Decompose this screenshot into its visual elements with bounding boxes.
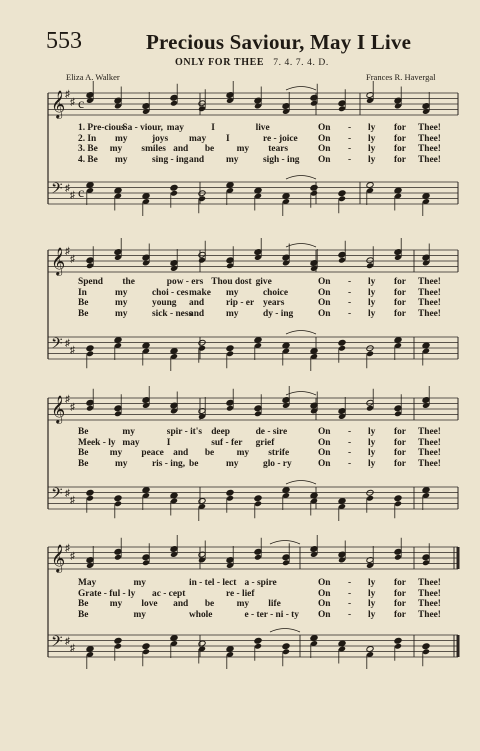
bass-clef: 𝄢 [51, 335, 63, 356]
lyric-syllable: On [318, 287, 331, 298]
lyric-syllable: my [133, 609, 146, 620]
lyric-syllable: On [318, 448, 331, 458]
lyric-syllable: and [189, 308, 205, 319]
lyric-syllable: ly [368, 144, 376, 154]
lyric-syllable: for [394, 458, 406, 469]
lyric-syllable: my [236, 599, 250, 609]
lyric-syllable: Spend [78, 277, 104, 287]
lyric-syllable: sick - ness [152, 308, 193, 319]
lyric-syllable: young [152, 298, 177, 308]
sharp-icon: ♯ [65, 89, 70, 100]
lyric-syllable: make [189, 287, 211, 298]
lyric-syllable: 4. Be [78, 154, 98, 165]
lyric-syllable: - [348, 277, 352, 287]
lyric-syllable: and [189, 154, 205, 165]
lyric-syllable: 1. Pre-cious [78, 123, 125, 133]
lyric-syllable: ac - cept [152, 588, 186, 599]
lyric-syllable: peace [141, 448, 164, 458]
lyric-syllable: - [348, 588, 352, 599]
lyric-syllable: choi - ces [152, 287, 189, 298]
lyric-syllable: - [348, 308, 352, 319]
sharp-icon: ♯ [65, 183, 70, 194]
lyric-syllable: Thee! [418, 133, 441, 144]
lyric-syllable: may [189, 133, 207, 144]
lyric-syllable: ly [368, 458, 376, 469]
lyric-syllable: - [348, 427, 352, 437]
lyric-syllable: smiles [141, 144, 166, 154]
lyric-syllable: ly [368, 308, 376, 319]
note-head [254, 637, 262, 644]
note-head [114, 495, 122, 502]
lyric-syllable: may [166, 123, 184, 133]
lyric-syllable: Be [78, 458, 89, 469]
note-head [338, 339, 346, 346]
lyric-syllable: spir - it's [166, 427, 203, 437]
lyric-syllable: On [318, 588, 331, 599]
lyric-syllable: e - ter - ni - ty [244, 609, 299, 620]
lyric-syllable: tears [268, 144, 289, 154]
treble-clef: 𝄞 [51, 544, 66, 572]
lyric-syllable: Thou dost [211, 277, 252, 287]
lyric-syllable: my [236, 144, 250, 154]
lyric-syllable: On [318, 609, 331, 620]
lyric-syllable: my [115, 133, 128, 144]
sharp-icon: ♯ [70, 97, 75, 108]
lyric-syllable: Thee! [418, 287, 441, 298]
lyric-syllable: for [394, 308, 406, 319]
lyric-syllable: grief [255, 437, 275, 448]
lyric-syllable: ly [368, 448, 376, 458]
lyric-syllable: for [394, 298, 406, 308]
lyric-syllable: On [318, 277, 331, 287]
lyric-syllable: Be [78, 599, 89, 609]
lyric-syllable: Thee! [418, 154, 441, 165]
note-head [394, 495, 402, 502]
lyric-syllable: 3. Be [78, 144, 98, 154]
tie [286, 481, 316, 485]
lyric-syllable: de - sire [255, 427, 288, 437]
lyric-syllable: life [268, 599, 281, 609]
tune-name: ONLY FOR THEE [175, 57, 265, 68]
lyric-syllable: ly [368, 287, 376, 298]
sharp-icon: ♯ [65, 543, 70, 554]
lyric-syllable: the [122, 277, 135, 287]
lyric-syllable: I [226, 133, 230, 144]
lyric-syllable: On [318, 154, 331, 165]
lyric-syllable: ly [368, 609, 376, 620]
lyric-syllable: my [115, 308, 128, 319]
lyric-syllable: be [204, 144, 215, 154]
note-head [394, 637, 402, 644]
lyric-syllable: ly [368, 588, 376, 599]
lyric-syllable: sigh - ing [263, 154, 300, 165]
tie [286, 87, 316, 91]
lyric-syllable: whole [189, 609, 213, 620]
lyric-syllable: 2. In [78, 133, 97, 144]
bass-clef: 𝄢 [51, 633, 63, 654]
lyric-syllable: give [255, 277, 272, 287]
lyric-syllable: ly [368, 277, 376, 287]
lyric-syllable: deep [211, 427, 230, 437]
lyric-syllable: years [263, 298, 285, 308]
sharp-icon: ♯ [65, 246, 70, 257]
lyric-syllable: - [348, 578, 352, 588]
lyric-syllable: I [166, 437, 171, 448]
lyric-syllable: for [394, 154, 406, 165]
lyric-syllable: choice [263, 287, 288, 298]
lyric-syllable: ly [368, 123, 376, 133]
lyric-syllable: my [226, 308, 239, 319]
lyric-syllable: and [173, 599, 189, 609]
lyric-syllable: Thee! [418, 609, 441, 620]
lyric-syllable: On [318, 599, 331, 609]
lyric-syllable: Thee! [418, 277, 441, 287]
lyric-syllable: Grate - ful - ly [78, 588, 136, 599]
lyric-syllable: a - spire [244, 578, 277, 588]
lyric-syllable: for [394, 599, 406, 609]
lyric-syllable: my [109, 448, 123, 458]
lyric-syllable: - [348, 123, 352, 133]
lyric-syllable: for [394, 588, 406, 599]
composer: Frances R. Havergal [366, 72, 436, 82]
lyric-syllable: my [115, 458, 128, 469]
lyric-syllable: Thee! [418, 427, 441, 437]
note-head [142, 643, 150, 650]
lyric-syllable: On [318, 437, 331, 448]
lyric-syllable: ly [368, 133, 376, 144]
treble-clef: 𝄞 [51, 395, 66, 423]
lyric-syllable: for [394, 287, 406, 298]
lyric-syllable: - [348, 448, 352, 458]
lyric-syllable: suf - fer [211, 437, 243, 448]
note-head [226, 345, 234, 352]
sharp-icon: ♯ [70, 254, 75, 265]
note-head [282, 643, 290, 650]
hymn-title: Precious Saviour, May I Live [146, 30, 412, 54]
lyric-syllable: my [226, 154, 239, 165]
lyric-syllable: my [115, 154, 128, 165]
lyric-syllable: Meek - ly [78, 437, 116, 448]
hymn-number: 553 [46, 28, 82, 54]
lyric-syllable: my [109, 144, 123, 154]
note-head [170, 184, 178, 191]
lyric-syllable: and [173, 144, 189, 154]
lyric-syllable: On [318, 298, 331, 308]
note-head [114, 637, 122, 644]
lyric-syllable: On [318, 578, 331, 588]
lyric-syllable: sing - ing [152, 154, 189, 165]
lyric-syllable: - [348, 458, 352, 469]
lyric-syllable: for [394, 133, 406, 144]
lyric-syllable: my [109, 599, 123, 609]
lyric-syllable: - [348, 133, 352, 144]
lyric-syllable: my [226, 287, 239, 298]
tie [286, 331, 316, 335]
treble-clef: 𝄞 [51, 247, 66, 275]
sharp-icon: ♯ [70, 495, 75, 506]
lyric-syllable: may [122, 437, 140, 448]
lyric-syllable: and [173, 448, 189, 458]
lyric-syllable: Be [78, 308, 89, 319]
lyric-syllable: Thee! [418, 448, 441, 458]
lyric-syllable: joys [152, 133, 169, 144]
lyric-syllable: ly [368, 578, 376, 588]
note-head [422, 643, 430, 650]
lyric-syllable: dy - ing [263, 308, 294, 319]
lyric-syllable: ly [368, 599, 376, 609]
lyric-syllable: Thee! [418, 588, 441, 599]
lyric-syllable: and [189, 298, 205, 308]
lyric-syllable: pow - ers [166, 277, 204, 287]
lyric-syllable: for [394, 427, 406, 437]
author: Eliza A. Walker [66, 72, 120, 82]
lyric-syllable: my [236, 448, 250, 458]
lyric-syllable: love [141, 599, 158, 609]
sharp-icon: ♯ [70, 190, 75, 201]
lyric-syllable: On [318, 123, 331, 133]
lyric-syllable: On [318, 427, 331, 437]
sharp-icon: ♯ [65, 488, 70, 499]
lyric-syllable: - [348, 599, 352, 609]
lyric-syllable: Be [78, 609, 89, 620]
note-head [254, 495, 262, 502]
lyric-syllable: I [211, 123, 215, 133]
lyric-syllable: On [318, 144, 331, 154]
lyric-syllable: - [348, 144, 352, 154]
lyric-syllable: - [348, 298, 352, 308]
sharp-icon: ♯ [65, 338, 70, 349]
lyric-syllable: be [204, 448, 215, 458]
note-head [86, 345, 94, 352]
sharp-icon: ♯ [70, 402, 75, 413]
lyric-syllable: my [115, 298, 128, 308]
lyric-syllable: for [394, 609, 406, 620]
lyric-syllable: be [189, 458, 199, 469]
lyric-syllable: - [348, 437, 352, 448]
time-signature: c [78, 97, 85, 112]
lyric-syllable: re - joice [263, 133, 298, 144]
lyric-syllable: - [348, 154, 352, 165]
sharp-icon: ♯ [65, 394, 70, 405]
lyric-syllable: ly [368, 154, 376, 165]
lyric-syllable: in - tel - lect [189, 578, 237, 588]
lyric-syllable: for [394, 448, 406, 458]
lyric-syllable: Thee! [418, 144, 441, 154]
lyric-syllable: Sa - viour, [122, 123, 163, 133]
tie [270, 541, 300, 545]
time-signature: c [78, 186, 85, 201]
tie [286, 244, 316, 248]
sharp-icon: ♯ [65, 636, 70, 647]
lyric-syllable: Thee! [418, 298, 441, 308]
lyric-syllable: Thee! [418, 458, 441, 469]
lyric-syllable: On [318, 133, 331, 144]
bass-clef: 𝄢 [51, 485, 63, 506]
lyric-syllable: glo - ry [263, 458, 292, 469]
note-head [338, 190, 346, 197]
lyric-syllable: Be [78, 298, 89, 308]
lyric-syllable: ly [368, 427, 376, 437]
meter: 7. 4. 7. 4. D. [273, 58, 329, 68]
tie [286, 392, 316, 396]
lyric-syllable: May [78, 578, 97, 588]
lyric-syllable: Thee! [418, 437, 441, 448]
lyric-syllable: for [394, 123, 406, 133]
lyric-syllable: my [115, 287, 128, 298]
lyric-syllable: be [204, 599, 215, 609]
lyric-syllable: for [394, 277, 406, 287]
lyric-syllable: Thee! [418, 308, 441, 319]
sharp-icon: ♯ [70, 551, 75, 562]
lyric-syllable: - [348, 609, 352, 620]
lyric-syllable: my [226, 458, 239, 469]
lyric-syllable: for [394, 144, 406, 154]
note-head [226, 489, 234, 496]
lyric-syllable: On [318, 308, 331, 319]
lyric-syllable: for [394, 437, 406, 448]
lyric-syllable: On [318, 458, 331, 469]
lyric-syllable: ris - ing, [152, 458, 186, 469]
lyric-syllable: for [394, 578, 406, 588]
lyric-syllable: my [133, 578, 146, 588]
tie [286, 176, 316, 180]
treble-clef: 𝄞 [51, 90, 66, 118]
lyric-syllable: In [78, 287, 87, 298]
tie [270, 629, 300, 633]
sharp-icon: ♯ [70, 643, 75, 654]
lyric-syllable: my [122, 427, 135, 437]
lyric-syllable: ly [368, 437, 376, 448]
lyric-syllable: live [255, 123, 270, 133]
lyric-syllable: Thee! [418, 578, 441, 588]
lyric-syllable: ly [368, 298, 376, 308]
lyric-syllable: Be [78, 427, 89, 437]
note-head [310, 184, 318, 191]
lyric-syllable: strife [268, 448, 290, 458]
lyric-syllable: re - lief [226, 588, 255, 599]
lyric-syllable: Be [78, 448, 89, 458]
lyric-syllable: Thee! [418, 599, 441, 609]
note-head [86, 489, 94, 496]
lyric-syllable: Thee! [418, 123, 441, 133]
bass-clef: 𝄢 [51, 180, 63, 201]
lyric-syllable: - [348, 287, 352, 298]
lyric-syllable: rip - er [226, 298, 255, 308]
sharp-icon: ♯ [70, 345, 75, 356]
